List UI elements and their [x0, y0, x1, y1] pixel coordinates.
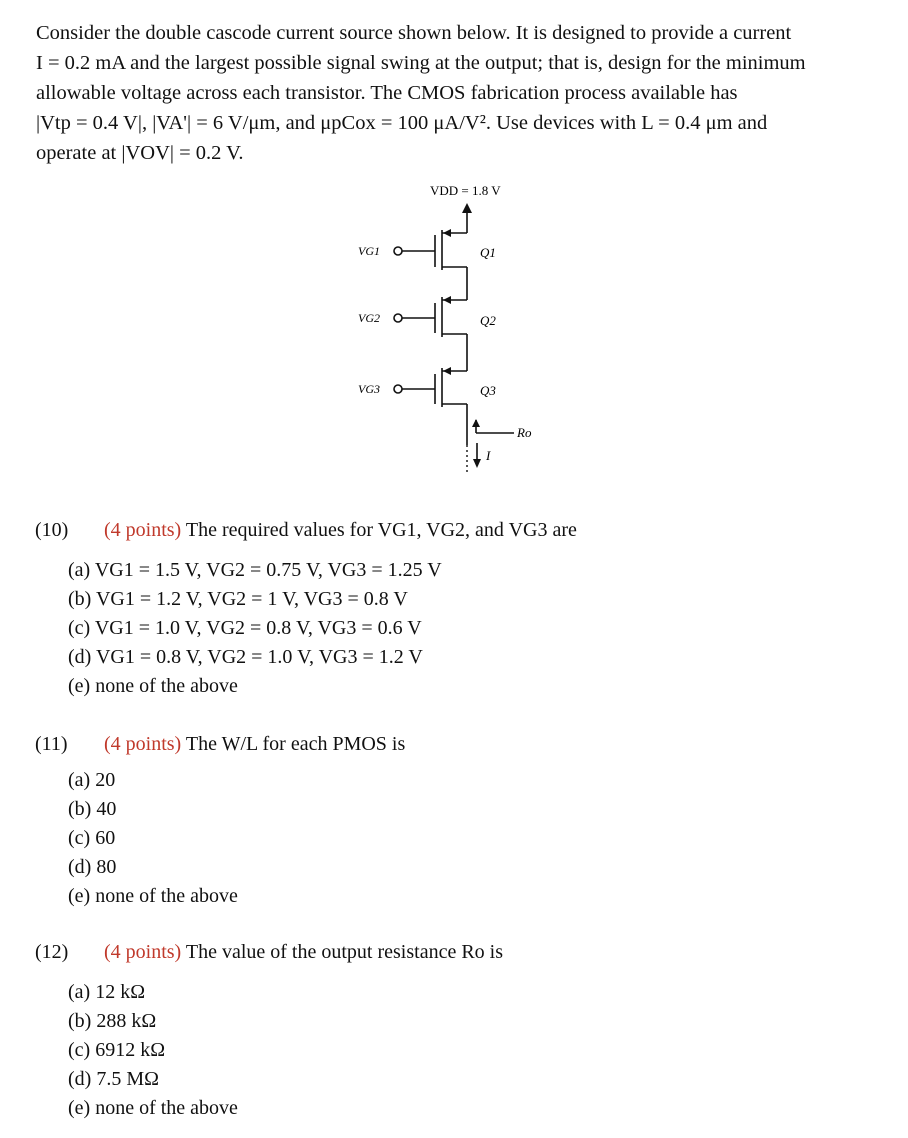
- intro-line-3: allowable voltage across each transistor. The CMOS fabrication process available has: [36, 82, 738, 104]
- option-c: (c) 6912 kΩ: [68, 1039, 166, 1061]
- option-d: (d) 80: [68, 856, 117, 878]
- option-b: (b) 288 kΩ: [68, 1010, 157, 1032]
- intro-line-2: I = 0.2 mA and the largest possible signal swing at the output; that is, design for the minimum: [36, 52, 806, 74]
- option-a: (a) 12 kΩ: [68, 981, 146, 1003]
- option-d: (d) VG1 = 0.8 V, VG2 = 1.0 V, VG3 = 1.2 V: [68, 646, 423, 668]
- double-cascode-circuit: [340, 175, 580, 490]
- q2-label: Q2: [480, 313, 496, 328]
- question-number: (10): [35, 519, 69, 541]
- option-b: (b) 40: [68, 798, 117, 820]
- question-points: (4 points): [104, 941, 182, 963]
- question-10: [35, 516, 577, 544]
- vg2-label: VG2: [358, 311, 380, 325]
- question-11-options: [68, 766, 238, 911]
- ro-label: Ro: [517, 425, 532, 440]
- vg3-label: VG3: [358, 382, 380, 396]
- problem-statement: [36, 18, 880, 168]
- option-a: (a) VG1 = 1.5 V, VG2 = 0.75 V, VG3 = 1.25 V: [68, 559, 442, 581]
- option-e: (e) none of the above: [68, 885, 238, 907]
- option-c: (c) 60: [68, 827, 116, 849]
- q3-label: Q3: [480, 383, 496, 398]
- current-label: I: [486, 448, 491, 463]
- question-points: (4 points): [104, 733, 182, 755]
- intro-line-1: Consider the double cascode current source shown below. It is designed to provide a current: [36, 22, 792, 44]
- circuit-svg: [340, 175, 580, 485]
- option-d: (d) 7.5 MΩ: [68, 1068, 159, 1090]
- question-12-options: [68, 978, 238, 1123]
- question-number: (12): [35, 941, 69, 963]
- option-e: (e) none of the above: [68, 675, 238, 697]
- question-text: The required values for VG1, VG2, and VG3 are: [185, 519, 577, 541]
- option-a: (a) 20: [68, 769, 116, 791]
- question-12: [35, 938, 503, 966]
- question-10-options: [68, 556, 442, 701]
- question-text: The W/L for each PMOS is: [185, 733, 406, 755]
- option-e: (e) none of the above: [68, 1097, 238, 1119]
- question-text: The value of the output resistance Ro is: [185, 941, 503, 963]
- vdd-label: VDD = 1.8 V: [430, 183, 501, 198]
- q1-label: Q1: [480, 245, 496, 260]
- intro-line-5: operate at |VOV| = 0.2 V.: [36, 142, 244, 164]
- option-b: (b) VG1 = 1.2 V, VG2 = 1 V, VG3 = 0.8 V: [68, 588, 408, 610]
- question-number: (11): [35, 733, 68, 755]
- question-11: [35, 730, 405, 758]
- option-c: (c) VG1 = 1.0 V, VG2 = 0.8 V, VG3 = 0.6 V: [68, 617, 422, 639]
- intro-line-4: |Vtp = 0.4 V|, |VA'| = 6 V/μm, and μpCox = 100 μA/V². Use devices with L = 0.4 μm and: [36, 112, 768, 134]
- question-points: (4 points): [104, 519, 182, 541]
- vg1-label: VG1: [358, 244, 380, 258]
